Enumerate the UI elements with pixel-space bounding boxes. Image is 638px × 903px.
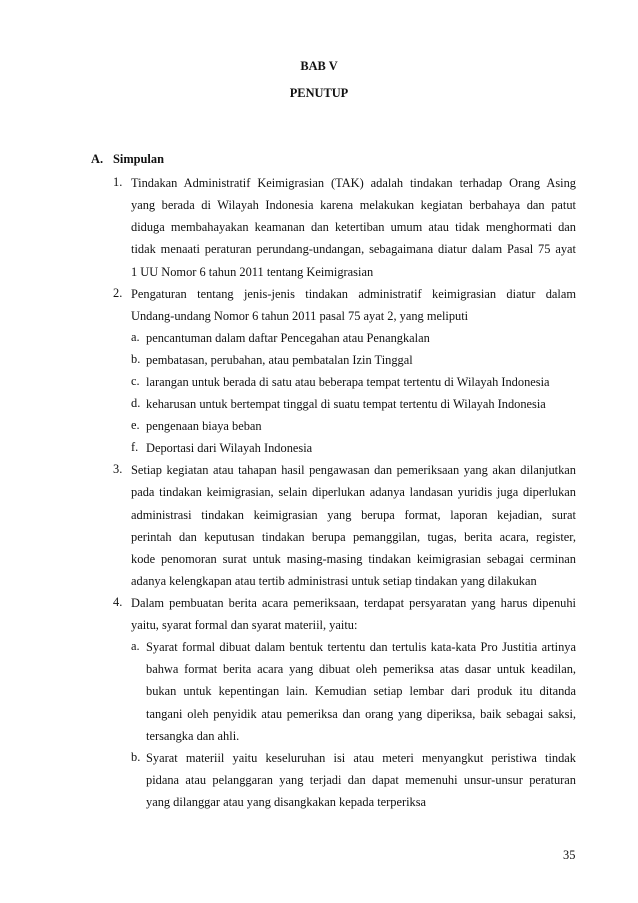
chapter-label: BAB V xyxy=(300,59,338,73)
sub-item-text: larangan untuk berada di satu atau beberapa tempat tertentu di Wilayah Indonesia xyxy=(146,375,550,389)
list-item-number: 2. xyxy=(113,286,123,300)
paragraph-line: diduga membahayakan keamanan dan ketertiban umum atau tidak menghormati dan xyxy=(131,220,576,234)
list-item-number: 3. xyxy=(113,462,123,476)
paragraph-line: tersangka dan ahli. xyxy=(146,729,240,743)
sub-item-text: pembatasan, perubahan, atau pembatalan Izin Tinggal xyxy=(146,353,413,367)
sub-item-letter: a. xyxy=(131,639,140,653)
paragraph-line: yang berada di Wilayah Indonesia karena melakukan kegiatan berbahaya dan patut xyxy=(131,198,576,212)
paragraph-line: tangani oleh penyidik atau pemeriksa dan orang yang diperiksa, baik sebagai saksi, xyxy=(146,707,576,721)
paragraph-line: pidana atau pelanggaran yang terjadi dan dapat memenuhi unsur-unsur peraturan xyxy=(146,773,576,787)
paragraph-line: pada tindakan keimigrasian, selain diperlukan adanya landasan yuridis juga diperlukan xyxy=(131,485,576,499)
paragraph-line: Syarat formal dibuat dalam bentuk tertentu dan tertulis kata-kata Pro Justitia artinya xyxy=(146,640,576,654)
paragraph-line: bukan untuk kepentingan lain. Kemudian setiap lembar dari produk itu ditanda xyxy=(146,684,576,698)
sub-item-letter: e. xyxy=(131,418,140,432)
paragraph-line: yang dilanggar atau yang disangkakan kepada terperiksa xyxy=(146,795,427,809)
paragraph-line: yaitu, syarat formal dan syarat materiil, yaitu: xyxy=(131,618,358,632)
sub-item-letter: c. xyxy=(131,374,140,388)
section-title: Simpulan xyxy=(113,152,164,166)
paragraph-line: administrasi tindakan keimigrasian yang berupa format, laporan kejadian, surat xyxy=(131,508,576,522)
sub-item-letter: d. xyxy=(131,396,141,410)
sub-item-text: Deportasi dari Wilayah Indonesia xyxy=(146,441,313,455)
paragraph-line: bahwa format berita acara yang dibuat oleh pemeriksa atas dasar untuk keadilan, xyxy=(146,662,576,676)
list-item-number: 4. xyxy=(113,595,123,609)
paragraph-line: Undang-undang Nomor 6 tahun 2011 pasal 75 ayat 2, yang meliputi xyxy=(131,309,469,323)
paragraph-line: kode penomoran surat untuk masing-masing tindakan keimigrasian sebagai cerminan xyxy=(131,552,576,566)
paragraph-line: perintah dan keputusan tindakan berupa pemanggilan, tugas, berita acara, register, xyxy=(131,530,576,544)
paragraph-line: 1 UU Nomor 6 tahun 2011 tentang Keimigrasian xyxy=(131,265,374,279)
section-heading xyxy=(91,152,164,167)
sub-item-text: pencantuman dalam daftar Pencegahan atau Penangkalan xyxy=(146,331,430,345)
paragraph-line: Syarat materiil yaitu keseluruhan isi atau meteri menyangkut peristiwa tindak xyxy=(146,751,576,765)
list-item-number: 1. xyxy=(113,175,123,189)
page-number: 35 xyxy=(563,848,576,862)
paragraph-line: Tindakan Administratif Keimigrasian (TAK) adalah tindakan terhadap Orang Asing xyxy=(131,176,576,190)
sub-item-letter: a. xyxy=(131,330,140,344)
paragraph-line: Pengaturan tentang jenis-jenis tindakan administratif keimigrasian diatur dalam xyxy=(131,287,576,301)
sub-item-letter: f. xyxy=(131,440,139,454)
paragraph-line: Dalam pembuatan berita acara pemeriksaan, terdapat persyaratan yang harus dipenuhi xyxy=(131,596,576,610)
sub-item-text: pengenaan biaya beban xyxy=(146,419,262,433)
paragraph-line: adanya kelengkapan atau tertib administrasi untuk setiap tindakan yang dilakukan xyxy=(131,574,537,588)
chapter-title: PENUTUP xyxy=(289,86,349,100)
sub-item-text: keharusan untuk bertempat tinggal di suatu tempat tertentu di Wilayah Indonesia xyxy=(146,397,546,411)
sub-item-letter: b. xyxy=(131,750,141,764)
section-letter: A. xyxy=(91,152,104,166)
paragraph-line: tidak menaati peraturan perundang-undangan, sebagaimana diatur dalam Pasal 75 ayat xyxy=(131,242,576,256)
paragraph-line: Setiap kegiatan atau tahapan hasil pengawasan dan pemeriksaan yang akan dilanjutkan xyxy=(131,463,576,477)
sub-item-letter: b. xyxy=(131,352,141,366)
